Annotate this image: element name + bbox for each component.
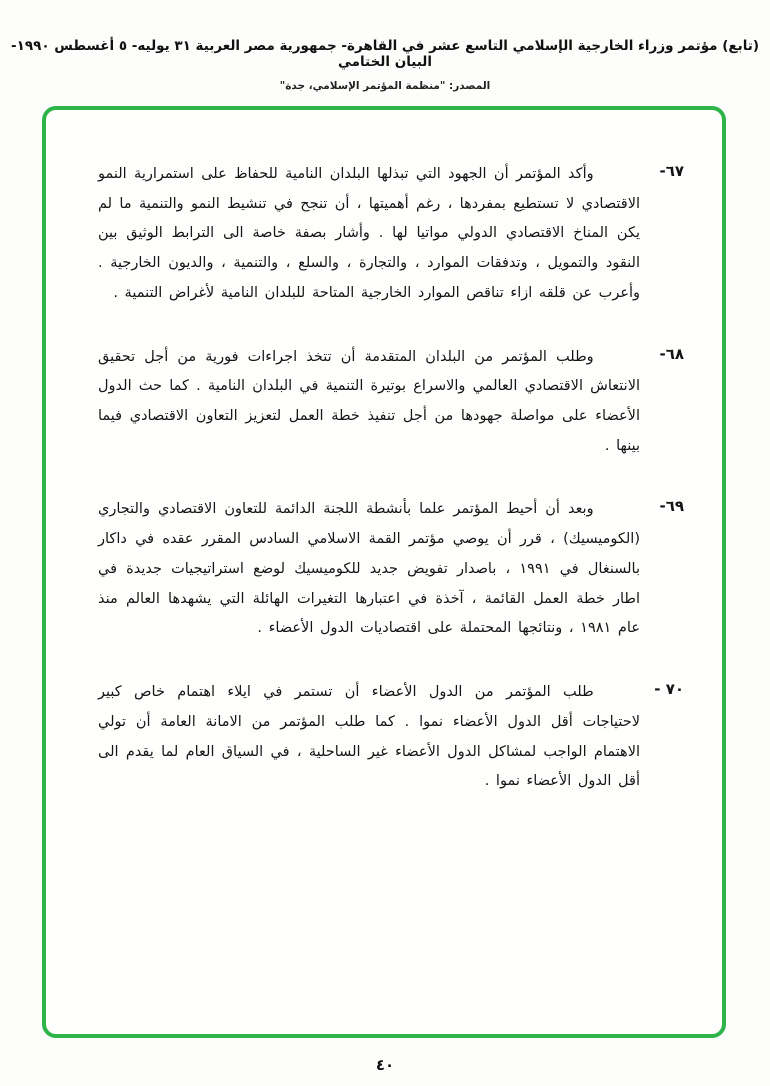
paragraph-text: وطلب المؤتمر من البلدان المتقدمة أن تتخذ اجراءات فورية من أجل تحقيق الانتعاش الاقتصادي العالمي والاسراع بوتيرة التنمية في البلدان النامية . كما حث الدول الأعضاء على مواصلة جهودها من أجل تنفيذ خطة العمل لتعزيز التعاون الاقتصادي فيما بينها . bbox=[98, 348, 640, 454]
document-body bbox=[98, 160, 684, 1004]
paragraph-text: وأكد المؤتمر أن الجهود التي تبذلها البلدان النامية للحفاظ على استمرارية النمو الاقتصادي لا تستطيع بمفردها ، رغم أهميتها ، أن تنجح في تنشيط النمو والتنمية ما لم يكن المناخ الاقتصادي الدولي مواتيا لها . وأشار بصفة خاصة الى الترابط الوثيق بين النقود والتمويل ، وتدفقات الموارد ، والتجارة ، والسلع ، والتنمية ، والديون الخارجية . وأعرب عن قلقه ازاء تناقص الموارد الخارجية المتاحة للبلدان النامية لأغراض التنمية . bbox=[98, 166, 640, 301]
paragraph-text: وبعد أن أحيط المؤتمر علما بأنشطة اللجنة الدائمة للتعاون الاقتصادي والتجاري (الكوميسيك) ، قرر أن يوصي مؤتمر القمة الاسلامي السادس المقرر عقده في داكار بالسنغال في ١٩٩١ ، باصدار تفويض جديد للكوميسيك لوضع استراتيجيات جديدة في اطار خطة العمل القائمة ، آخذة في اعتبارها التغيرات الهائلة التي يشهدها العالم منذ عام ١٩٨١ ، ونتائجها المحتملة على اقتصاديات الدول الأعضاء . bbox=[98, 501, 640, 637]
paragraph-67 bbox=[98, 160, 684, 309]
paragraph-number: ٦٩- bbox=[659, 497, 684, 516]
paragraph-69 bbox=[98, 495, 684, 644]
document-header bbox=[0, 0, 770, 92]
paragraph-70 bbox=[98, 678, 684, 797]
paragraph-68 bbox=[98, 343, 684, 462]
paragraph-text: طلب المؤتمر من الدول الأعضاء أن تستمر في ايلاء اهتمام خاص كبير لاحتياجات أقل الدول الأعضاء نموا . كما طلب المؤتمر من الامانة العامة أن تولي الاهتمام الواجب لمشاكل الدول الأعضاء غير الساحلية ، في السياق العام لما يقدم الى أقل الدول الأعضاء نموا . bbox=[98, 684, 640, 790]
paragraph-number: ٦٧- bbox=[659, 162, 684, 180]
header-title: (تابع) مؤتمر وزراء الخارجية الإسلامي التاسع عشر في القاهرة- جمهورية مصر العربية ٣١ يوليه- ٥ أغسطس ١٩٩٠- البيان الختامي bbox=[11, 38, 759, 70]
header-source: المصدر: "منظمة المؤتمر الإسلامي، جدة" bbox=[279, 80, 491, 92]
paragraph-number: ٧٠ - bbox=[654, 680, 684, 699]
page-number: ٤٠ bbox=[375, 1056, 395, 1074]
paragraph-number: ٦٨- bbox=[659, 344, 684, 363]
green-border-frame bbox=[42, 106, 726, 1038]
